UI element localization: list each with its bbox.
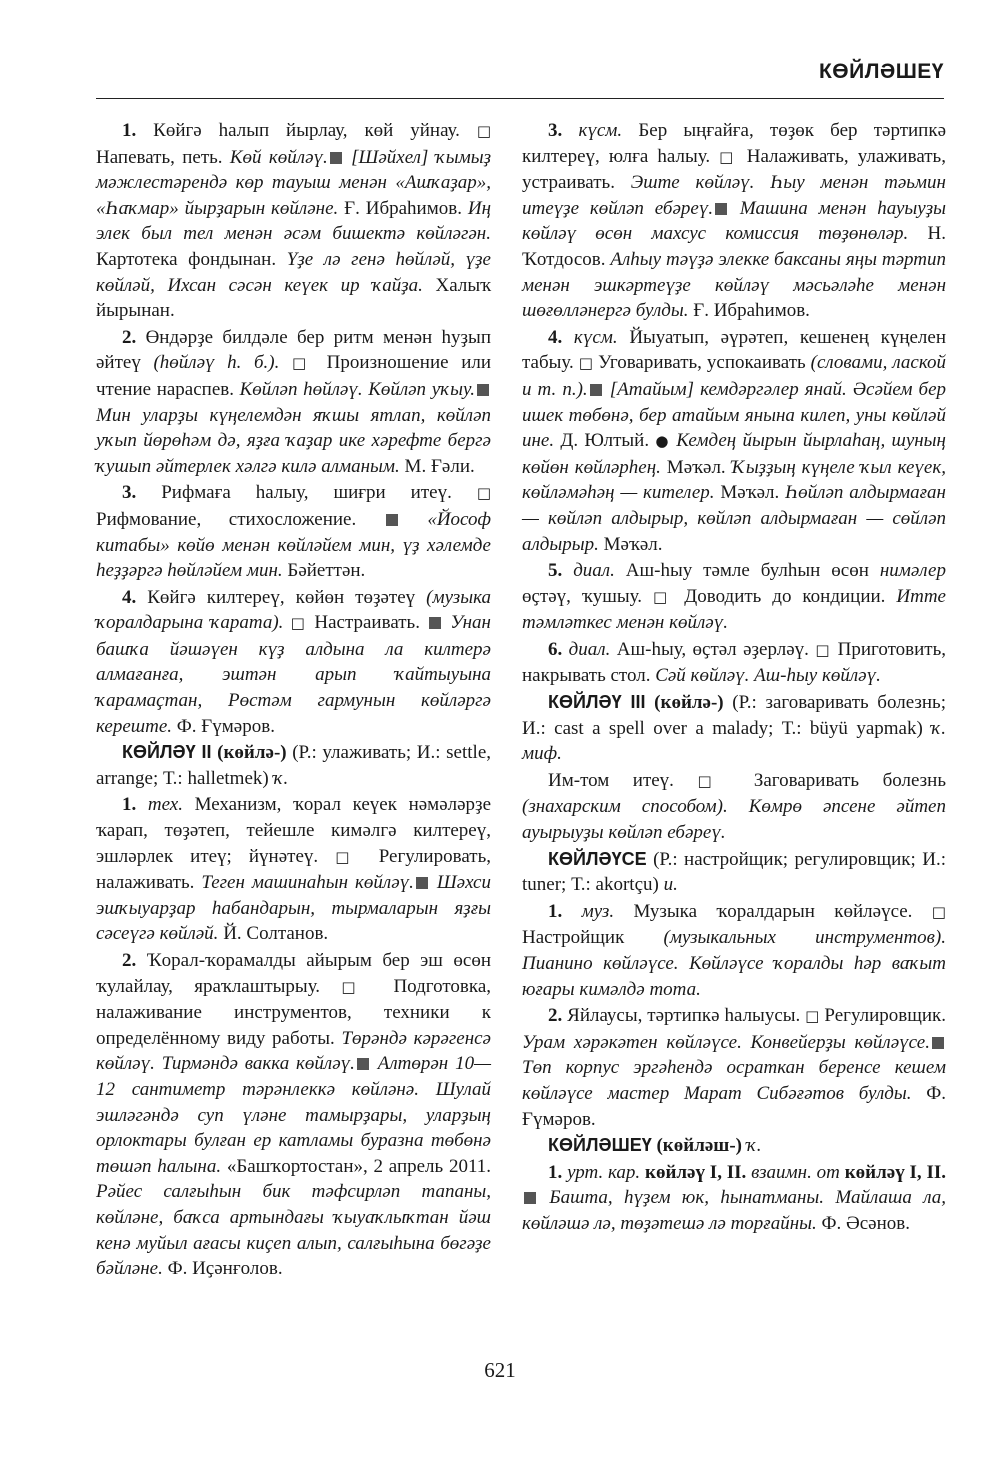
- example-marker-icon: [590, 384, 602, 396]
- entry-text: «Йософ китабы» көйө менән көйләйем мин, үҙ хәлемде һеҙҙәргә һөйләйем мин.: [96, 508, 492, 582]
- right-paragraph: [522, 768, 946, 846]
- entry-text: Регулировщик.: [819, 1005, 947, 1027]
- entry-text: Приготовить, накрывать стол.: [522, 638, 946, 687]
- entry-text: Ф. Ғүмәров.: [522, 1082, 946, 1130]
- entry-text: Ҡыҙҙың күңеле ҡыл кеүек, көйләмәһәң — кителер.: [522, 456, 947, 504]
- entry-text: Регулировать, налаживать.: [96, 845, 491, 894]
- entry-text: □: [805, 1007, 820, 1026]
- entry-text: □: [335, 847, 362, 866]
- entry-text: □: [697, 771, 731, 790]
- entry-text: диал.: [562, 560, 615, 582]
- entry-text: Настройщик: [522, 927, 664, 949]
- entry-text: урт. кар.: [562, 1161, 641, 1183]
- example-marker-icon: [330, 152, 342, 164]
- entry-text: Йыуатып, әүрәтеп, кешенең күңелен табыу.: [522, 326, 947, 374]
- page-header: [96, 58, 944, 99]
- entry-text: Итте тәмләткес менән көйләү.: [522, 585, 946, 634]
- entry-text: Алһыу тәүҙә элекке баксаны яңы тәртип менән эшкәртеүҙе көйләү мәсьәләһе менән шөғөлләнергә булды.: [522, 248, 946, 322]
- example-marker-icon: [357, 1058, 369, 1070]
- entry-text: Һөйләп алдырмаған — көйләп алдырыр, көйләп алдырмаған — сөйләп алдырыр.: [522, 482, 946, 555]
- entry-text: [279, 352, 292, 373]
- example-marker-icon: [429, 617, 441, 629]
- entry-text: □: [292, 354, 315, 373]
- example-marker-icon: [386, 514, 398, 526]
- headword: КӨЙЛӘҮ III: [548, 692, 646, 713]
- entry-text: Рифмаға һалыу, шиғри итеү.: [136, 482, 477, 504]
- entry-text: ҡ.: [742, 1135, 762, 1157]
- entry-text: Ғ. Ибраһимов.: [688, 300, 810, 322]
- entry-text: Бәйеттән.: [282, 560, 366, 582]
- entry-text: ●: [655, 432, 670, 451]
- left-paragraph: [96, 740, 491, 791]
- entry-text: 3.: [122, 482, 137, 504]
- right-paragraph: [522, 1160, 946, 1237]
- entry-text: 2.: [122, 950, 137, 971]
- entry-text: Көй көйләү.: [229, 146, 328, 168]
- example-marker-icon: [715, 203, 727, 215]
- left-column: [96, 118, 491, 1283]
- entry-text: 2.: [122, 326, 137, 348]
- entry-text: □: [290, 614, 308, 633]
- entry-text: Ф. Әсәнов.: [816, 1212, 910, 1234]
- entry-text: □: [815, 640, 832, 659]
- entry-text: Иң элек был тел менән әсәм бишектә көйләгән.: [96, 197, 491, 245]
- entry-text: 4.: [122, 586, 137, 608]
- entry-text: 1.: [548, 1161, 563, 1183]
- entry-text: (көйләш-): [651, 1135, 742, 1157]
- entry-text: муз.: [562, 900, 615, 922]
- entry-text: [Шәйхел] ҡымыҙ мәжлестәрендә көр тауыш менән «Ашҡаҙар», «Һаҡмар» йырҙарын көйләне.: [96, 146, 491, 219]
- entry-text: □: [652, 587, 674, 606]
- entry-text: Мин уларҙы күңелемдән яҡшы ятлап, көйләп уҡып йөрөһәм дә, яҙға ҡаҙар ике хәрефте бергә ҡушып әйтерлек хәлгә килә алманым.: [96, 404, 491, 477]
- entry-text: Мәҡәл.: [598, 533, 663, 555]
- entry-text: Эште көйләү. Һыу менән тәьмин итеүҙе көйләп ебәреү.: [522, 172, 946, 219]
- entry-text: М. Ғәли.: [399, 455, 475, 477]
- entry-text: (Р.: настройщик; регулировщик; И.: tuner; Т.: akortçu): [522, 848, 946, 896]
- entry-text: (Р.: улаживать; И.: settle, arrange; Т.: halletmek): [96, 742, 492, 789]
- entry-text: 2.: [548, 1005, 563, 1027]
- entry-text: диал.: [562, 638, 611, 660]
- entry-text: Заговаривать болезнь: [730, 769, 946, 791]
- entry-text: Уговаривать, успокаивать: [593, 352, 811, 374]
- entry-text: тех.: [136, 794, 183, 816]
- entry-text: 5.: [548, 560, 563, 582]
- entry-text: □: [719, 147, 738, 166]
- entry-text: Унан башҡа йәшәүен күҙ алдына ла килтерә алмағанға, эштән арып ҡайтыуына ҡарамаҫтан, Рөстәм гармунын көйләргә кереште.: [96, 612, 491, 737]
- entry-text: (Р.: заговаривать болезнь; И.: cast a spell over a malady; Т.: büyü yapmak): [522, 692, 946, 739]
- entry-text: [283, 612, 290, 633]
- left-paragraph: [96, 118, 491, 324]
- entry-text: өҫтәү, ҡушыу.: [522, 585, 653, 607]
- entry-text: 1.: [548, 900, 563, 922]
- entry-text: Төрәндә кәрәгенсә көйләү. Тирмәндә вакка көйләү.: [96, 1027, 491, 1075]
- entry-text: көйләү I, II.: [839, 1161, 947, 1183]
- example-marker-icon: [416, 877, 428, 889]
- entry-text: Д. Юлтый.: [554, 430, 656, 452]
- entry-text: [Атайым] кемдәргәлер янай. Әсәйем бер ишек төбөнә, бер атайым янына килеп, уны көйләй ине.: [522, 378, 947, 452]
- entry-text: (һөйләү һ. б.).: [153, 352, 280, 374]
- entry-text: Көйгә һалып йырлау, көй уйнау.: [136, 120, 477, 141]
- entry-text: 6.: [548, 638, 563, 660]
- entry-text: Аш-һыу тәмле булһын өсөн: [614, 560, 880, 582]
- entry-text: Музыка ҡоралдарын көйләүсе.: [614, 900, 932, 922]
- entry-text: (знахарским способом). Көмрө әпсене әйтеп ауырыуҙы көйләп ебәреү.: [522, 796, 946, 844]
- entry-text: 3.: [548, 120, 563, 141]
- entry-text: Халыҡ йырынан.: [96, 274, 491, 322]
- entry-text: (музыка ҡоралдарына ҡарата).: [96, 586, 491, 634]
- entry-text: Н. Ҡотдосов.: [522, 223, 946, 270]
- entry-text: Бер ыңғайға, төҙөк бер тәртипкә килтереү, юлға һалыу.: [522, 120, 946, 167]
- entry-text: Көйләп һөйләү. Көйләп уҡыу.: [239, 378, 475, 400]
- right-paragraph: [522, 899, 946, 1002]
- entry-text: Й. Солтанов.: [218, 923, 329, 945]
- entry-text: 4.: [548, 326, 563, 348]
- entry-text: Мәҡәл.: [714, 482, 786, 504]
- entry-text: Аш-һыу, өҫтәл әҙерләү.: [610, 638, 816, 660]
- headword: КӨЙЛӘҮ II: [122, 742, 212, 763]
- right-paragraph: [522, 1003, 946, 1132]
- entry-text: □: [476, 484, 491, 503]
- left-paragraph: [96, 948, 491, 1282]
- right-paragraph: [522, 690, 946, 767]
- entry-text: 1.: [122, 794, 137, 816]
- entry-text: Рәйес салғыһын бик тәфсирләп тапаны, көйләне, баҡса артындағы ҡыуаҡлыҡтан йәш кенә муйыл ағасы киҫеп алып, салғыһына бөгәҙе бәйләне.: [96, 1181, 491, 1280]
- entry-text: көйләү I, II.: [640, 1161, 747, 1183]
- entry-text: Теген машинаһын көйләү.: [201, 872, 414, 894]
- example-marker-icon: [932, 1037, 944, 1049]
- left-paragraph: [96, 325, 491, 480]
- entry-text: Ф. Иҫәнғолов.: [162, 1258, 283, 1280]
- entry-text: □: [931, 902, 946, 921]
- entry-text: ҡ. миф.: [522, 717, 946, 765]
- running-head: КӨЙЛӘШЕҮ: [818, 60, 944, 83]
- entry-text: күсм.: [562, 120, 623, 141]
- example-marker-icon: [524, 1192, 536, 1204]
- entry-text: Рифмование, стихосложение.: [96, 508, 384, 530]
- left-paragraph: [96, 585, 491, 740]
- right-paragraph: [522, 118, 946, 324]
- entry-text: Кемдең йырын йырлаһаң, шуның көйөн көйләрһең.: [522, 430, 946, 478]
- entry-text: Механизм, ҡорал кеүек нәмәләрҙе ҡарап, төҙәтеп, тейешле кимәлгә килтереү, эшләрлек итеү; йүнәтеү.: [96, 794, 491, 867]
- headword: КӨЙЛӘҮСЕ: [548, 848, 647, 869]
- right-paragraph: [522, 1133, 946, 1159]
- entry-text: Башта, һүҙем юк, һынатманы. Майлаша ла, көйләшә лә, төҙәтешә лә торғайны.: [522, 1187, 946, 1234]
- entry-text: (көйлә-): [645, 692, 724, 714]
- entry-text: (словами, лаской и т. п.).: [522, 352, 946, 400]
- entry-text: Картотека фондынан.: [96, 248, 287, 270]
- entry-text: взаимн. от: [746, 1161, 840, 1183]
- right-paragraph: [522, 847, 946, 898]
- page-number: 621: [484, 1358, 516, 1382]
- entry-text: □: [341, 977, 373, 996]
- entry-text: Ҡорал-ҡорамалды айырым бер эш өсөн ҡулайлау, яраҡлаштырыу.: [96, 950, 491, 997]
- entry-text: Налаживать, улаживать, устраивать.: [522, 145, 946, 194]
- entry-text: күсм.: [562, 326, 618, 348]
- entry-text: Доводить до кондиции.: [673, 585, 897, 607]
- entry-text: Напевать, петь.: [96, 146, 230, 168]
- example-marker-icon: [477, 384, 489, 396]
- headword: КӨЙЛӘШЕҮ: [548, 1135, 652, 1156]
- entry-text: Ғ. Ибраһимов.: [338, 197, 468, 219]
- entry-text: Үҙе лә генә һөйләй, үҙе көйләй, Ихсан сәсән кеүек ир ҡайҙа.: [96, 248, 491, 296]
- entry-text: 1.: [122, 120, 137, 141]
- right-paragraph: [522, 325, 946, 557]
- entry-text: и.: [663, 874, 678, 896]
- entry-text: Настраивать.: [307, 612, 428, 634]
- entry-text: Көйгә килтереү, көйөн төҙәтеү: [136, 586, 427, 608]
- entry-text: Мәҡәл.: [660, 456, 732, 478]
- entry-text: «Башҡортостан», 2 апрель 2011.: [221, 1155, 492, 1177]
- right-column: [522, 118, 946, 1238]
- right-paragraph: [522, 558, 946, 636]
- entry-text: □: [578, 354, 594, 373]
- entry-text: Им-том итеү.: [548, 769, 698, 791]
- entry-text: (көйлә-): [211, 742, 287, 764]
- entry-text: Алтөрән 10—12 сантиметр тәрәнлеккә көйләнә. Шулай эшләгәндә суп үләне тамырҙары, уларҙың орлоктары булған ер катламы буразна төбөнә төшәп һалына.: [96, 1053, 491, 1177]
- left-paragraph: [96, 792, 491, 947]
- entry-text: □: [476, 122, 491, 140]
- entry-text: (музыкальных инструментов). Пианино көйләүсе. Көйләүсе ҡоралды һәр ваҡыт юғары кимәлдә тота.: [522, 927, 946, 1000]
- entry-text: Машина менән һауыуҙы көйләү өсөн махсус комиссия төҙөнөләр.: [522, 197, 946, 245]
- entry-text: Произношение или чтение нараспев.: [96, 352, 492, 400]
- entry-text: Төп корпус эргәһендә осраткан беренсе кешем көйләүсе мастер Марат Сибәғәтов булды.: [522, 1057, 946, 1104]
- entry-text: Яйлаусы, тәртипкә һалыусы.: [562, 1005, 806, 1027]
- entry-text: Урам хәрәкәтен көйләүсе. Конвейерҙы көйләүсе.: [522, 1031, 930, 1053]
- entry-text: Сәй көйләү. Аш-һыу көйләү.: [655, 665, 881, 687]
- entry-text: ҡ.: [273, 767, 289, 789]
- entry-text: Ф. Ғүмәров.: [172, 715, 275, 737]
- entry-text: нимәлер: [879, 560, 946, 582]
- left-paragraph: [96, 480, 491, 583]
- right-paragraph: [522, 637, 946, 689]
- entry-text: Шәхси эшҡыуарҙар һабандарын, тырмаларын яҙғы сәсеүгә көйләй.: [96, 872, 491, 945]
- entry-text: Подготовка, налаживание инструментов, техники к определённому виду работы.: [96, 975, 492, 1049]
- entry-text: Өндәрҙе билдәле бер ритм менән һуҙып әйтеү: [96, 326, 491, 374]
